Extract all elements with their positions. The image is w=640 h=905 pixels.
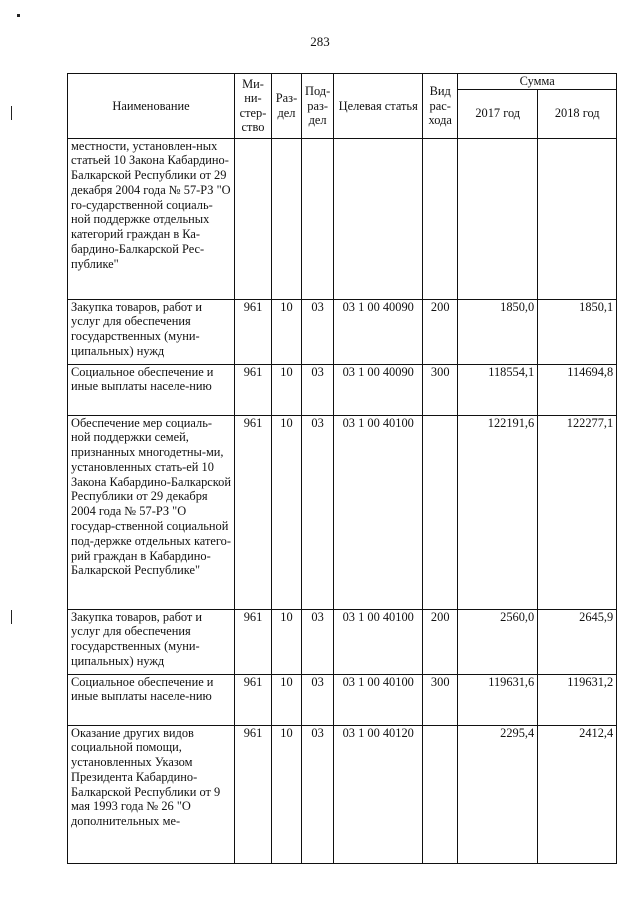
row-target: 03 1 00 40120 — [334, 725, 423, 863]
row-section: 10 — [272, 609, 302, 674]
row-sum-2017: 2560,0 — [458, 609, 538, 674]
header-ministry: Ми-ни-стер-ство — [235, 74, 272, 139]
row-section: 10 — [272, 725, 302, 863]
row-sum-2018: 2412,4 — [538, 725, 617, 863]
table-body — [68, 138, 617, 863]
row-subsection — [302, 138, 334, 299]
row-sum-2017: 1850,0 — [458, 299, 538, 364]
row-sum-2018: 1850,1 — [538, 299, 617, 364]
row-target — [334, 138, 423, 299]
row-ministry: 961 — [235, 415, 272, 609]
row-subsection: 03 — [302, 609, 334, 674]
row-name: местности, установлен-ных статьей 10 Закона Кабардино-Балкарской Республики от 29 декабря 2004 года № 57-РЗ "О го-сударственной социаль-ной поддержке отдельных категорий граждан в Ка-бардино-Балкарской Рес-публике" — [68, 138, 235, 299]
row-section — [272, 138, 302, 299]
row-expense-type — [423, 415, 458, 609]
header-expense-type: Вид рас-хода — [423, 74, 458, 139]
row-ministry: 961 — [235, 299, 272, 364]
row-section: 10 — [272, 415, 302, 609]
header-year-2017: 2017 год — [458, 89, 538, 138]
page-number: 283 — [310, 34, 330, 49]
row-name: Обеспечение мер социаль-ной поддержки семей, признанных многодетны-ми, установленных стать-ей 10 Закона Кабардино-Балкарской Республики от 29 декабря 2004 года № 57-РЗ "О государ-ственной социальной под-держке отдельных катего-рий граждан в Кабардино-Балкарской Республике" — [68, 415, 235, 609]
row-ministry: 961 — [235, 674, 272, 725]
row-target: 03 1 00 40090 — [334, 364, 423, 415]
row-sum-2018: 2645,9 — [538, 609, 617, 674]
row-name: Социальное обеспечение и иные выплаты населе-нию — [68, 364, 235, 415]
row-subsection: 03 — [302, 364, 334, 415]
row-subsection: 03 — [302, 415, 334, 609]
table-row — [68, 299, 617, 364]
row-sum-2017: 2295,4 — [458, 725, 538, 863]
row-target: 03 1 00 40100 — [334, 415, 423, 609]
table-row — [68, 364, 617, 415]
budget-table — [67, 73, 617, 864]
row-sum-2017: 122191,6 — [458, 415, 538, 609]
row-expense-type: 200 — [423, 299, 458, 364]
row-section: 10 — [272, 299, 302, 364]
table-row — [68, 674, 617, 725]
table-row — [68, 725, 617, 863]
scan-mark-top — [17, 14, 20, 17]
table-row — [68, 609, 617, 674]
table-row — [68, 415, 617, 609]
row-section: 10 — [272, 674, 302, 725]
row-subsection: 03 — [302, 299, 334, 364]
row-ministry — [235, 138, 272, 299]
header-target: Целевая статья — [334, 74, 423, 139]
scan-mark-left-1 — [11, 106, 12, 120]
row-section: 10 — [272, 364, 302, 415]
row-expense-type: 300 — [423, 364, 458, 415]
row-expense-type — [423, 138, 458, 299]
row-target: 03 1 00 40100 — [334, 609, 423, 674]
header-year-2018: 2018 год — [538, 89, 617, 138]
table-header — [68, 74, 617, 139]
row-expense-type: 300 — [423, 674, 458, 725]
row-sum-2018: 114694,8 — [538, 364, 617, 415]
row-target: 03 1 00 40100 — [334, 674, 423, 725]
header-sum: Сумма — [458, 74, 617, 90]
row-expense-type — [423, 725, 458, 863]
header-section: Раз-дел — [272, 74, 302, 139]
row-name: Социальное обеспечение и иные выплаты населе-нию — [68, 674, 235, 725]
row-name: Закупка товаров, работ и услуг для обеспечения государственных (муни-ципальных) нужд — [68, 299, 235, 364]
row-subsection: 03 — [302, 674, 334, 725]
row-name: Оказание других видов социальной помощи, установленных Указом Президента Кабардино-Балкарской Республики от 9 мая 1993 года № 26 "О дополнительных ме- — [68, 725, 235, 863]
row-sum-2017: 119631,6 — [458, 674, 538, 725]
row-name: Закупка товаров, работ и услуг для обеспечения государственных (муни-ципальных) нужд — [68, 609, 235, 674]
row-sum-2017 — [458, 138, 538, 299]
row-subsection: 03 — [302, 725, 334, 863]
row-sum-2017: 118554,1 — [458, 364, 538, 415]
row-sum-2018: 122277,1 — [538, 415, 617, 609]
row-sum-2018 — [538, 138, 617, 299]
header-subsection: Под-раз-дел — [302, 74, 334, 139]
table-row — [68, 138, 617, 299]
row-ministry: 961 — [235, 609, 272, 674]
header-name: Наименование — [68, 74, 235, 139]
row-target: 03 1 00 40090 — [334, 299, 423, 364]
row-ministry: 961 — [235, 364, 272, 415]
scan-mark-left-2 — [11, 610, 12, 624]
row-sum-2018: 119631,2 — [538, 674, 617, 725]
row-ministry: 961 — [235, 725, 272, 863]
row-expense-type: 200 — [423, 609, 458, 674]
